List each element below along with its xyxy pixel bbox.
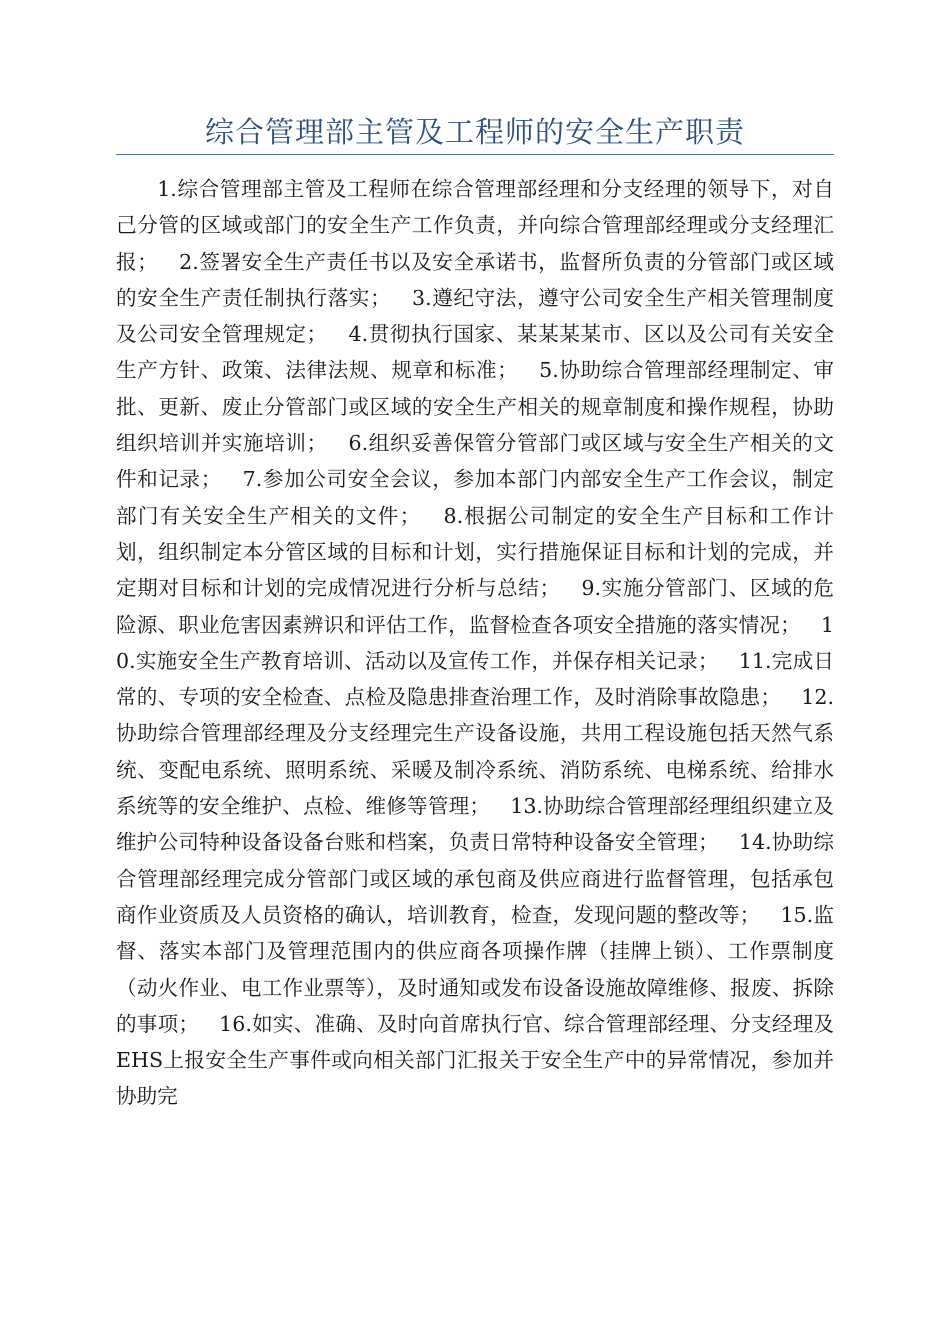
body-paragraph: 1.综合管理部主管及工程师在综合管理部经理和分支经理的领导下，对自己分管的区域或部门的安全生产工作负责，并向综合管理部经理或分支经理汇报； 2.签署安全生产责任书以及安全承诺书，监督所负责的分管部门或区域的安全生产责任制执行落实； 3.遵纪守法，遵守公司安全生产相关管理制度及公司安全管理规定； 4.贯彻执行国家、某某某某市、区以及公司有关安全生产方针、政策、法律法规、规章和标准； 5.协助综合管理部经理制定、审批、更新、废止分管部门或区域的安全生产相关的规章制度和操作规程，协助组织培训并实施培训； 6.组织妥善保管分管部门或区域与安全生产相关的文件和记录； 7.参加公司安全会议，参加本部门内部安全生产工作会议，制定部门有关安全生产相关的文件； 8.根据公司制定的安全生产目标和工作计划，组织制定本分管区域的目标和计划，实行措施保证目标和计划的完成，并定期对目标和计划的完成情况进行分析与总结； 9.实施分管部门、区域的危险源、职业危害因素辨识和评估工作，监督检查各项安全措施的落实情况； 10.实施安全生产教育培训、活动以及宣传工作，并保存相关记录； 11.完成日常的、专项的安全检查、点检及隐患排查治理工作，及时消除事故隐患； 12.协助综合管理部经理及分支经理完生产设备设施，共用工程设施包括天然气系统、变配电系统、照明系统、采暖及制冷系统、消防系统、电梯系统、给排水系统等的安全维护、点检、维修等管理； 13.协助综合管理部经理组织建立及维护公司特种设备设备台账和档案，负责日常特种设备安全管理； 14.协助综合管理部经理完成分管部门或区域的承包商及供应商进行监督管理，包括承包商作业资质及人员资格的确认，培训教育，检查，发现问题的整改等； 15.监督、落实本部门及管理范围内的供应商各项操作牌（挂牌上锁）、工作票制度（动火作业、电工作业票等），及时通知或发布设备设施故障维修、报废、拆除的事项； 16.如实、准确、及时向首席执行官、综合管理部经理、分支经理及EHS上报安全生产事件或向相关部门汇报关于安全生产中的异常情况，参加并协助完 <box>116 177 834 1109</box>
page-title: 综合管理部主管及工程师的安全生产职责 <box>204 115 745 149</box>
title-underline <box>116 154 834 155</box>
